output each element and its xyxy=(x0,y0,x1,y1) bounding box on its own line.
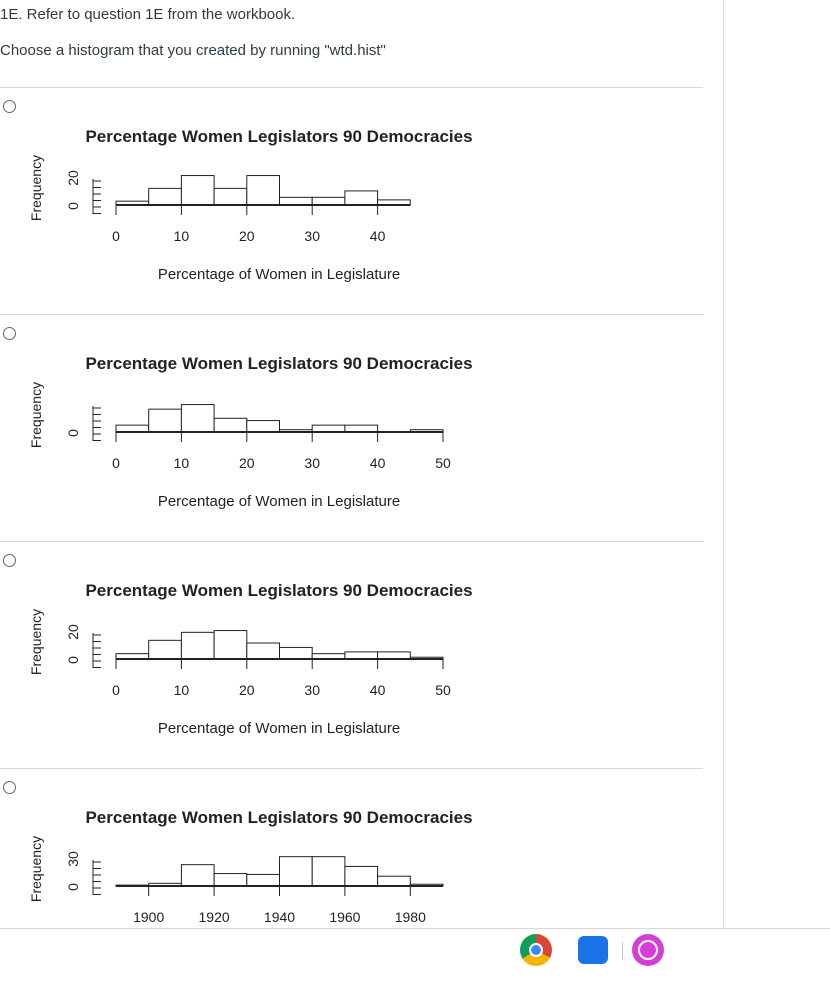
x-tick-label: 30 xyxy=(304,228,320,244)
histogram-c xyxy=(0,542,703,768)
chart-title: Percentage Women Legislators 90 Democracies xyxy=(85,581,473,600)
answer-option-a[interactable] xyxy=(0,88,703,314)
y-axis-label: Frequency xyxy=(28,381,44,449)
histogram-bar xyxy=(247,421,280,432)
histogram-a xyxy=(0,88,703,314)
x-tick-label: 40 xyxy=(369,228,386,244)
answer-option-b[interactable] xyxy=(0,315,703,541)
chart-title: Percentage Women Legislators 90 Democracies xyxy=(85,354,473,373)
assistant-icon[interactable] xyxy=(632,934,664,966)
histogram-bar xyxy=(345,425,378,432)
x-tick-label: 10 xyxy=(173,455,190,471)
histogram-bar xyxy=(214,874,247,886)
chrome-icon[interactable] xyxy=(520,934,552,966)
content-divider xyxy=(723,0,724,928)
x-tick-label: 20 xyxy=(239,682,255,698)
histogram-bar xyxy=(247,176,280,205)
histogram-bar xyxy=(345,652,378,659)
x-axis-label: Percentage of Women in Legislature xyxy=(157,720,401,737)
x-tick-label: 50 xyxy=(435,455,451,471)
x-tick-label: 0 xyxy=(112,455,120,471)
x-tick-label: 1980 xyxy=(394,909,426,925)
histogram-bar xyxy=(280,197,313,205)
x-tick-label: 40 xyxy=(369,455,386,471)
x-tick-label: 1940 xyxy=(263,909,296,925)
histogram-bar xyxy=(149,188,182,205)
x-tick-label: 20 xyxy=(239,228,255,244)
histogram-bar xyxy=(181,176,214,205)
files-icon[interactable] xyxy=(578,936,608,964)
histogram-bar xyxy=(181,865,214,886)
x-tick-label: 30 xyxy=(304,682,320,698)
x-tick-label: 50 xyxy=(435,682,451,698)
question-prompt: Choose a histogram that you created by running "wtd.hist" xyxy=(0,42,386,59)
y-axis-label: Frequency xyxy=(28,154,44,222)
histogram-d xyxy=(0,769,703,929)
histogram-bar xyxy=(345,191,378,205)
y-tick-label: 20 xyxy=(65,624,81,640)
y-axis-label: Frequency xyxy=(28,835,44,903)
histogram-bar xyxy=(312,425,345,432)
histogram-bar xyxy=(378,876,411,886)
chart-title: Percentage Women Legislators 90 Democracies xyxy=(85,808,473,827)
histogram-bar xyxy=(116,425,149,432)
histogram-bar xyxy=(312,857,345,886)
y-tick-label: 30 xyxy=(65,851,81,867)
x-tick-label: 20 xyxy=(239,455,255,471)
histogram-bar xyxy=(214,418,247,432)
histogram-b xyxy=(0,315,703,541)
histogram-bar xyxy=(312,197,345,205)
y-tick-label: 0 xyxy=(65,202,81,210)
histogram-bar xyxy=(181,405,214,432)
histogram-bar xyxy=(181,632,214,659)
histogram-bar xyxy=(149,409,182,432)
histogram-bar xyxy=(247,643,280,659)
histogram-bar xyxy=(345,866,378,886)
x-tick-label: 1900 xyxy=(133,909,165,925)
y-tick-label: 20 xyxy=(65,170,81,186)
question-title: 1E. Refer to question 1E from the workbook. xyxy=(0,6,296,23)
chart-title: Percentage Women Legislators 90 Democracies xyxy=(85,127,473,146)
x-tick-label: 0 xyxy=(112,682,120,698)
x-axis-label: Percentage of Women in Legislature xyxy=(157,266,401,283)
x-tick-label: 40 xyxy=(369,682,386,698)
x-tick-label: 1920 xyxy=(198,909,230,925)
histogram-bar xyxy=(149,640,182,659)
x-tick-label: 30 xyxy=(304,455,320,471)
x-axis-label: Percentage of Women in Legislature xyxy=(157,493,401,510)
x-tick-label: 10 xyxy=(173,682,190,698)
y-tick-label: 0 xyxy=(65,429,81,437)
histogram-bar xyxy=(280,857,313,886)
y-tick-label: 0 xyxy=(65,883,81,891)
y-axis-label: Frequency xyxy=(28,608,44,676)
x-tick-label: 0 xyxy=(112,228,120,244)
histogram-bar xyxy=(214,631,247,659)
histogram-bar xyxy=(280,647,313,659)
answer-option-c[interactable] xyxy=(0,542,703,768)
x-tick-label: 1960 xyxy=(329,909,361,925)
histogram-bar xyxy=(247,874,280,886)
taskbar-separator xyxy=(622,942,623,960)
x-tick-label: 10 xyxy=(173,228,190,244)
histogram-bar xyxy=(214,188,247,205)
histogram-bar xyxy=(378,652,411,659)
y-tick-label: 0 xyxy=(65,656,81,664)
